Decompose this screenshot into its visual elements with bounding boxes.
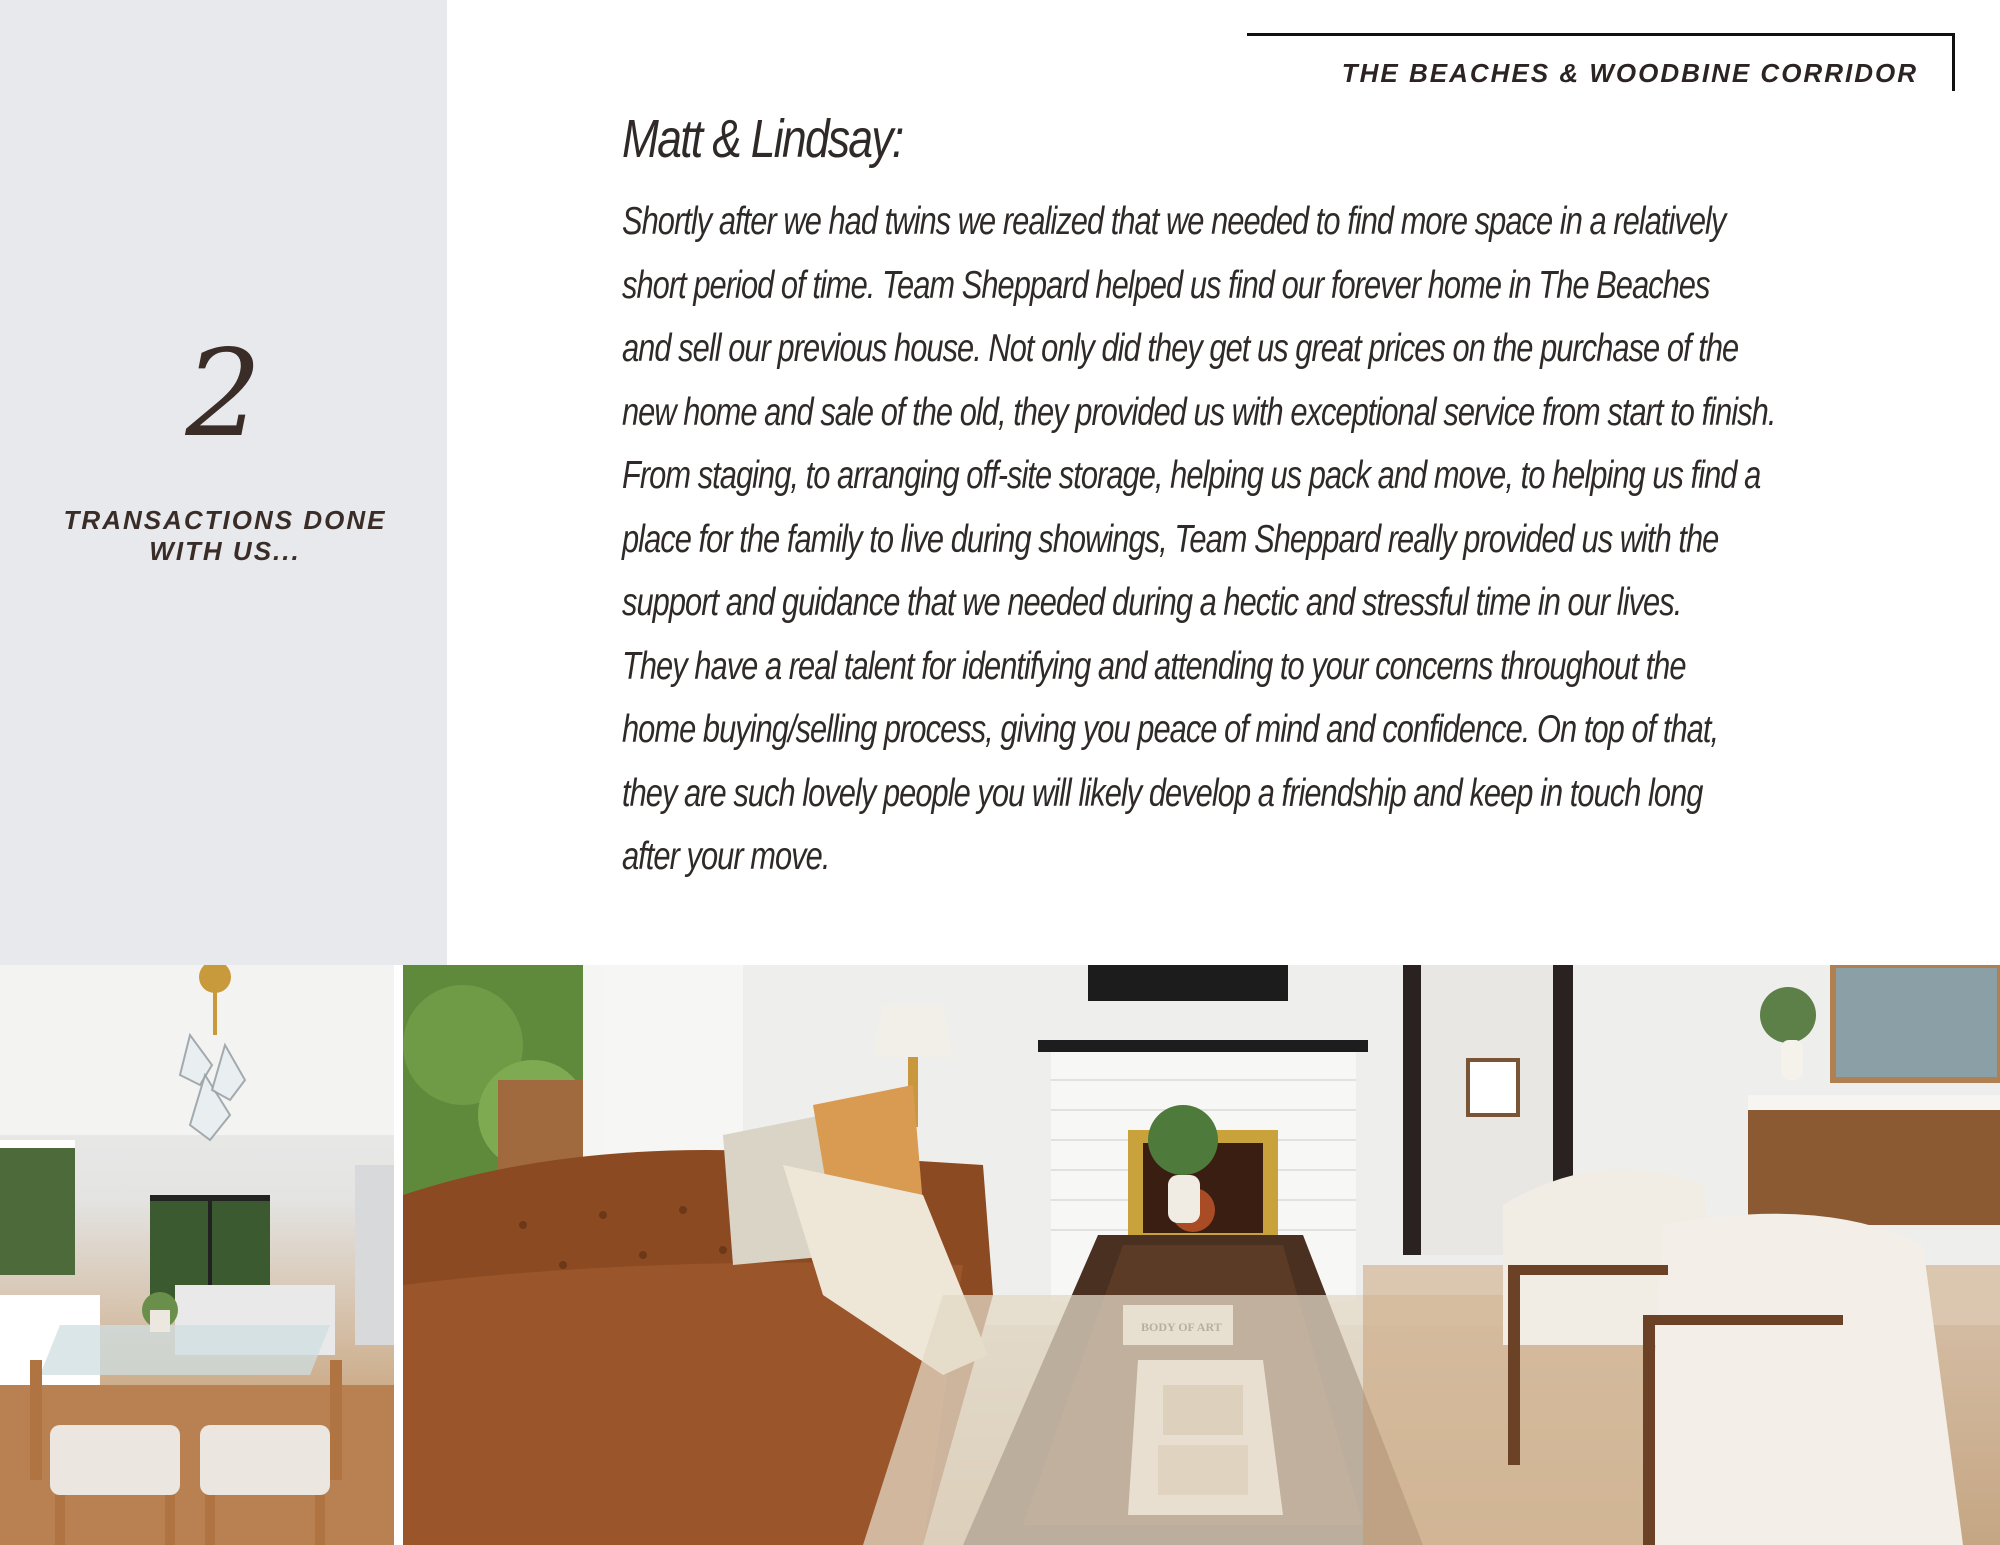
- testimonial-line: Shortly after we had twins we realized that we needed to find more space in a relatively: [622, 200, 1726, 243]
- stat-panel: [0, 0, 447, 965]
- testimonial-author: Matt & Lindsay:: [622, 109, 903, 169]
- stat-number: 2: [185, 325, 262, 464]
- testimonial-line: From staging, to arranging off-site storage, helping us pack and move, to helping us find a: [622, 454, 1761, 497]
- testimonial-line: after your move.: [622, 835, 830, 878]
- testimonial-line: and sell our previous house. Not only did they get us great prices on the purchase of the: [622, 327, 1739, 370]
- dining-room-illustration: [0, 965, 394, 1545]
- testimonial-line: they are such lovely people you will likely develop a friendship and keep in touch long: [622, 771, 1703, 815]
- dining-room-photo: [0, 965, 394, 1545]
- testimonial-line: support and guidance that we needed during a hectic and stressful time in our lives.: [622, 581, 1682, 624]
- living-room-photo: [403, 965, 2000, 1545]
- living-room-illustration: [403, 965, 2000, 1545]
- testimonial-line: They have a real talent for identifying and attending to your concerns throughout the: [622, 644, 1686, 688]
- testimonial-line: home buying/selling process, giving you peace of mind and confidence. On top of that,: [622, 708, 1719, 751]
- stat-label-line1: TRANSACTIONS DONE: [63, 505, 387, 535]
- section-title: THE BEACHES & WOODBINE CORRIDOR: [1341, 58, 1918, 88]
- stat-label-line2: WITH US...: [149, 536, 301, 566]
- testimonial-body: [622, 190, 1854, 889]
- stat-label: [40, 505, 410, 567]
- testimonial-line: place for the family to live during showings, Team Sheppard really provided us with the: [622, 517, 1719, 561]
- testimonial-line: new home and sale of the old, they provided us with exceptional service from start to finish.: [622, 390, 1776, 434]
- testimonial-line: short period of time. Team Sheppard helped us find our forever home in The Beaches: [622, 263, 1710, 307]
